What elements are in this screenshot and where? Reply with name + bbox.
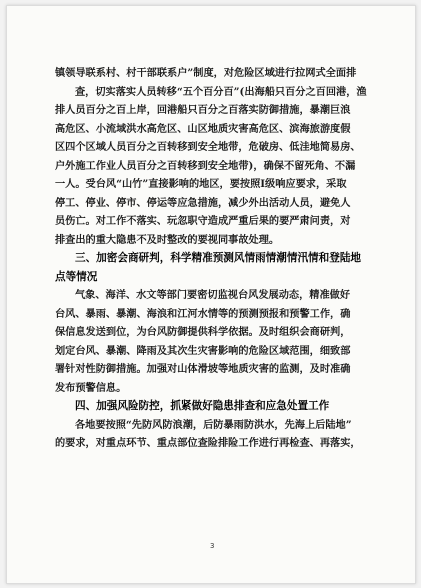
body-line: 排人员百分之百上岸，回港船只百分之百落实防御措施，暴潮巨浪 bbox=[55, 104, 351, 116]
document-body bbox=[55, 64, 370, 453]
body-line: 划定台风、暴潮、降雨及其次生灾害影响的危险区域范围，细致部 bbox=[55, 344, 351, 357]
body-line: 发布预警信息。 bbox=[55, 381, 127, 394]
body-line: 查，切实落实人员转移“五个百分百”(出海船只百分之百回港，渔 bbox=[75, 85, 367, 98]
section-heading: 四、加强风险防控，抓紧做好隐患排查和应急处置工作 bbox=[75, 400, 330, 412]
section-heading: 点等情况 bbox=[55, 270, 98, 283]
body-line: 高危区、小流域洪水高危区、山区地质灾害高危区、滨海旅游度假 bbox=[55, 122, 351, 135]
body-line: 署针对性防御措施。加强对山体滑坡等地质灾害的监测，及时准确 bbox=[55, 363, 351, 375]
body-line: 停工、停业、停市、停运等应急措施，减少外出活动人员，避免人 bbox=[55, 196, 351, 209]
document-page bbox=[6, 5, 416, 584]
body-line: 一人。受台风“山竹”直接影响的地区，要按照Ⅰ级响应要求，采取 bbox=[55, 178, 347, 190]
body-line: 保信息发送到位，为台风防御提供科学依据。及时组织会商研判， bbox=[55, 326, 351, 338]
body-line: 的要求，对重点环节、重点部位查险排险工作进行再检查、再落实， bbox=[55, 437, 361, 449]
section-heading: 三、加密会商研判，科学精准预测风情雨情潮情汛情和登陆地 bbox=[75, 252, 362, 264]
body-line: 镇领导联系村、村干部联系户”制度，对危险区域进行拉网式全面排 bbox=[55, 67, 357, 79]
body-line: 员伤亡。对工作不落实、玩忽职守造成严重后果的要严肃问责，对 bbox=[55, 215, 351, 227]
body-line: 气象、海洋、水文等部门要密切监视台风发展动态，精准做好 bbox=[75, 289, 351, 301]
page-number: 3 bbox=[210, 542, 215, 550]
body-line: 台风、暴雨、暴潮、海浪和江河水情等的预测预报和预警工作，确 bbox=[55, 307, 351, 320]
body-line: 区四个区域人员百分之百转移到安全地带，危破房、低洼地简易房、 bbox=[55, 141, 361, 153]
body-line: 各地要按照“先防风防浪潮，后防暴雨防洪水，先海上后陆地” bbox=[75, 418, 352, 431]
body-line: 户外施工作业人员百分之百转移到安全地带)，确保不留死角、不漏 bbox=[55, 159, 356, 172]
body-line: 排查出的重大隐患不及时整改的要视同事故处理。 bbox=[55, 233, 280, 246]
